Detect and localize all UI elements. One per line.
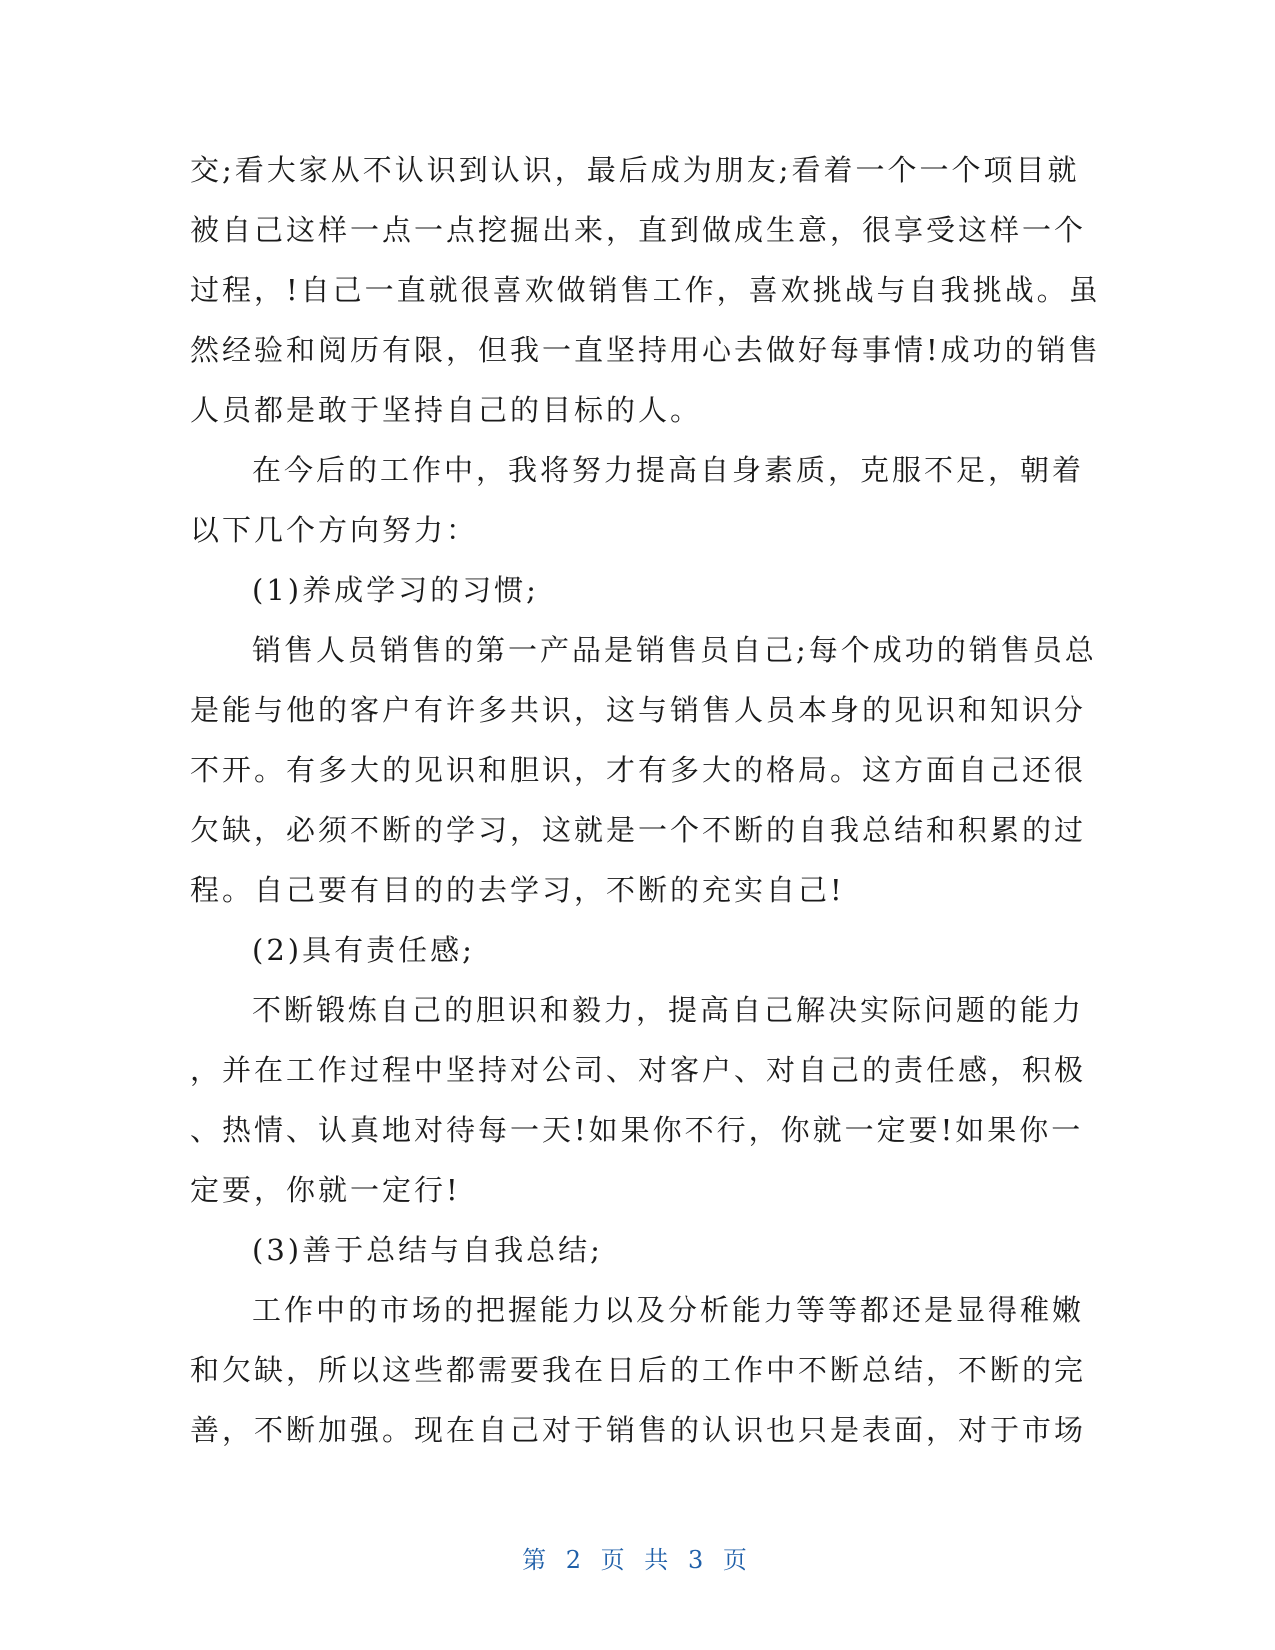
text-line: 程。自己要有目的的去学习，不断的充实自己! xyxy=(190,873,845,907)
page-footer xyxy=(0,1540,1275,1575)
text-line: 被自己这样一点一点挖掘出来，直到做成生意，很享受这样一个 xyxy=(190,213,1087,247)
section-heading-2: (2)具有责任感; xyxy=(252,933,475,967)
text-line: 和欠缺，所以这些都需要我在日后的工作中不断总结，不断的完 xyxy=(190,1353,1087,1387)
text-line: 过程，!自己一直就很喜欢做销售工作，喜欢挑战与自我挑战。虽 xyxy=(190,273,1101,307)
document-body xyxy=(190,140,1101,1460)
text-line: 是能与他的客户有许多共识，这与销售人员本身的见识和知识分 xyxy=(190,693,1087,727)
text-line: 人员都是敢于坚持自己的目标的人。 xyxy=(190,393,703,427)
text-line: 欠缺，必须不断的学习，这就是一个不断的自我总结和积累的过 xyxy=(190,813,1087,847)
paragraph-start-line: 不断锻炼自己的胆识和毅力，提高自己解决实际问题的能力 xyxy=(252,993,1085,1027)
text-line: ，并在工作过程中坚持对公司、对客户、对自己的责任感，积极 xyxy=(190,1053,1087,1087)
page-number-label: 第 2 页 共 3 页 xyxy=(522,1546,753,1574)
text-line: 善，不断加强。现在自己对于销售的认识也只是表面，对于市场 xyxy=(190,1413,1087,1447)
text-line: 以下几个方向努力： xyxy=(190,513,479,547)
text-line: 然经验和阅历有限，但我一直坚持用心去做好每事情!成功的销售 xyxy=(190,333,1101,367)
text-line: 、热情、认真地对待每一天!如果你不行，你就一定要!如果你一 xyxy=(190,1113,1084,1147)
text-line: 不开。有多大的见识和胆识，才有多大的格局。这方面自己还很 xyxy=(190,753,1087,787)
paragraph-start-line: 在今后的工作中，我将努力提高自身素质，克服不足，朝着 xyxy=(252,453,1085,487)
paragraph-start-line: 销售人员销售的第一产品是销售员自己;每个成功的销售员总 xyxy=(252,633,1097,667)
section-heading-1: (1)养成学习的习惯; xyxy=(252,573,539,607)
paragraph-start-line: 工作中的市场的把握能力以及分析能力等等都还是显得稚嫩 xyxy=(252,1293,1085,1327)
text-line: 交;看大家从不认识到认识，最后成为朋友;看着一个一个项目就 xyxy=(190,153,1080,187)
text-line: 定要，你就一定行! xyxy=(190,1173,461,1207)
section-heading-3: (3)善于总结与自我总结; xyxy=(252,1233,603,1267)
